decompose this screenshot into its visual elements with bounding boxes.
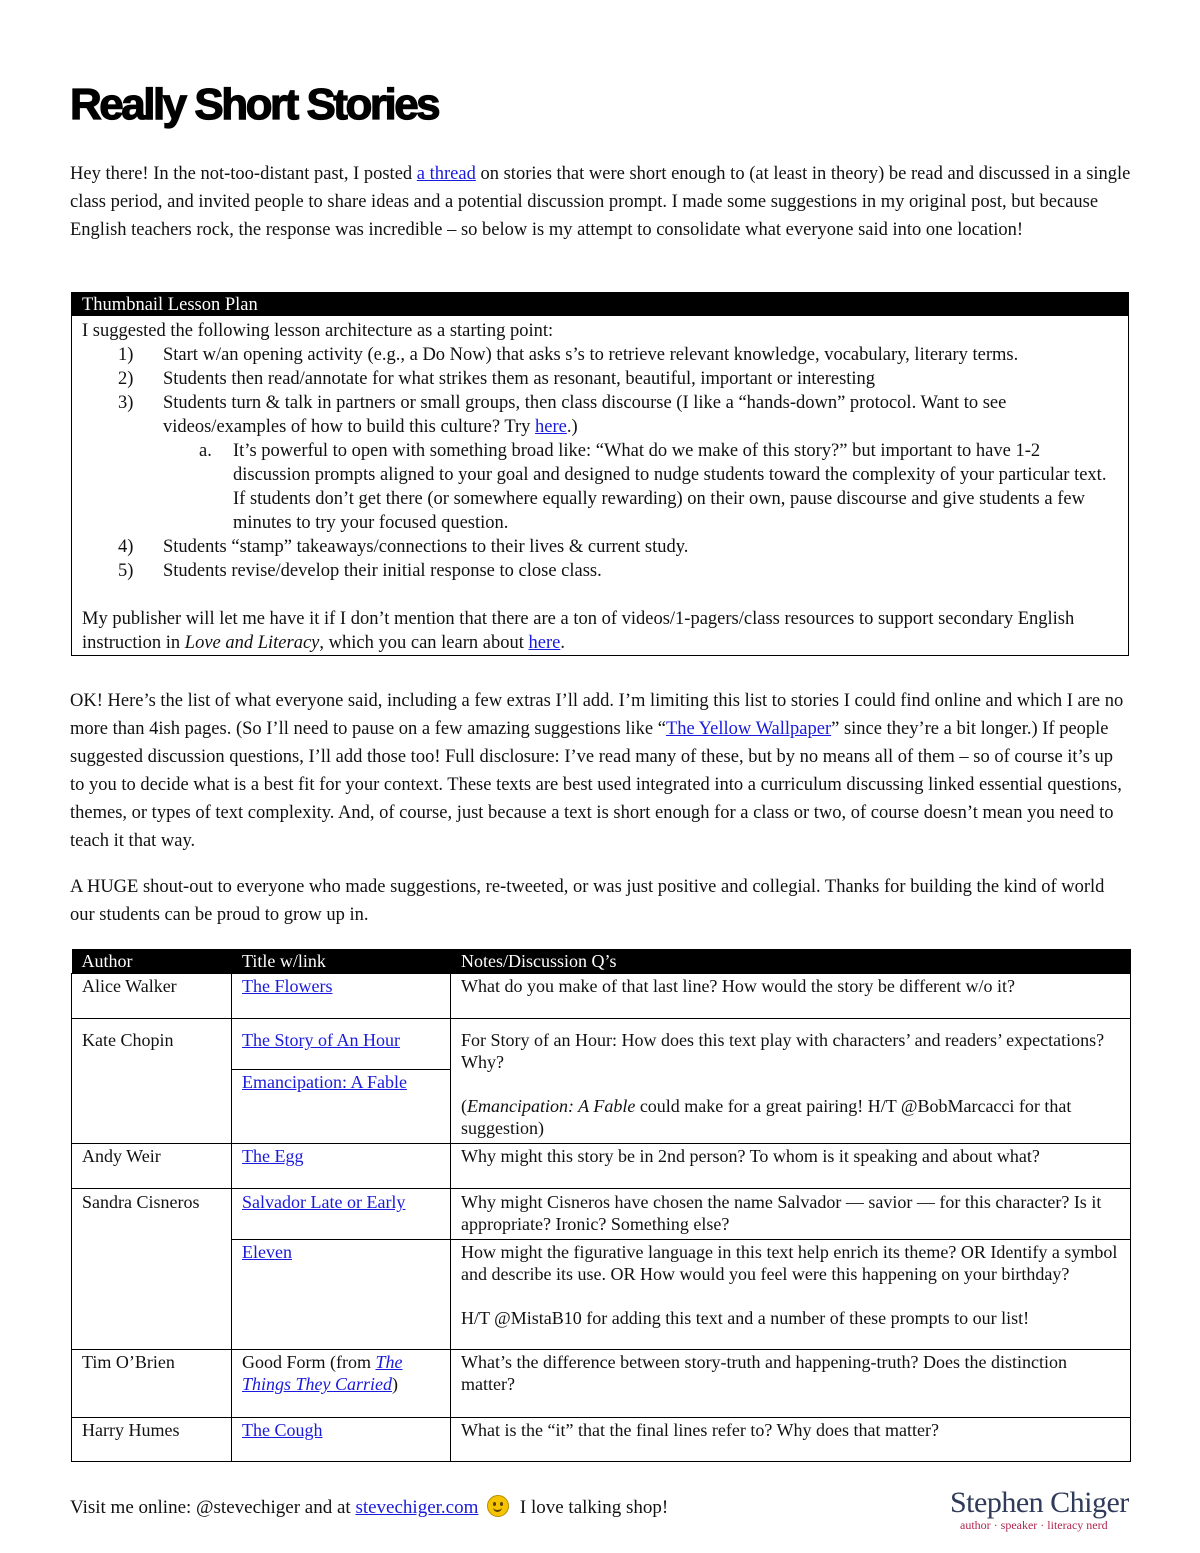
intro-paragraph: Hey there! In the not-too-distant past, I posted a thread on stories that were short enough to (at least in theory) be read and discussed in a single class period, and invited people to share ideas and a potential discussion prompt. I made some suggestions in my original post, but because English teachers rock, the response was incredible – so below is my attempt to consolidate what everyone said into one location! (70, 164, 1131, 240)
thread-link[interactable]: a thread (416, 164, 476, 184)
story-link[interactable]: The Story of An Hour (242, 1030, 400, 1050)
author-cell: Alice Walker (72, 974, 232, 1019)
logo-tagline: author · speaker · literacy nerd (960, 1518, 1108, 1532)
notes-cell: What’s the difference between story-truth and happening-truth? Does the distinction matter? (451, 1350, 1131, 1418)
story-link[interactable]: Salvador Late or Early (242, 1192, 406, 1212)
title-cell (232, 1069, 451, 1143)
table-row (72, 1418, 1131, 1462)
logo-name: Stephen Chiger (950, 1486, 1129, 1519)
author-cell: Tim O’Brien (72, 1350, 232, 1418)
footer: Visit me online: @stevechiger and at stevechiger.com I love talking shop! (70, 1497, 669, 1518)
author-cell: Kate Chopin (72, 1019, 232, 1144)
table-row (72, 1019, 1131, 1070)
lesson-step: 2) Students then read/annotate for what strikes them as resonant, beautiful, important or interesting (118, 369, 876, 389)
lesson-step: 1) Start w/an opening activity (e.g., a Do Now) that asks s’s to retrieve relevant knowledge, vocabulary, literary terms. (118, 345, 1019, 365)
lesson-step: 3) Students turn & talk in partners or small groups, then class discourse (I like a “hands-down” protocol. Want to see videos/examples of how to build this culture? Try here.) a. It’s powerful to open with something broad like: “What do we make of this story?” but important to have 1-2 discussion prompts aligned to your goal and designed to nudge students toward the complexity of your particular text. If students don’t get there (or somewhere equally rewarding) on their own, pause discourse and give students a few minutes to try your focused question. (82, 391, 1118, 535)
publisher-note: My publisher will let me have it if I don’t mention that there are a ton of videos/1-pagers/class resources to support secondary English instruction in Love and Literacy, which you can learn about here. (82, 609, 1075, 653)
notes-cell: Why might this story be in 2nd person? To whom is it speaking and about what? (451, 1144, 1131, 1189)
story-link[interactable]: Emancipation: A Fable (242, 1071, 407, 1092)
table-row (72, 1189, 1131, 1240)
title-cell (232, 1240, 451, 1350)
stories-table (71, 949, 1131, 1462)
lesson-step: 4) Students “stamp” takeaways/connections to their lives & current study. (118, 537, 689, 557)
story-link[interactable]: The Things They Carried (242, 1352, 403, 1394)
notes-cell: What is the “it” that the final lines refer to? Why does that matter? (451, 1418, 1131, 1462)
story-link[interactable]: The Egg (242, 1146, 304, 1166)
author-cell: Sandra Cisneros (72, 1189, 232, 1350)
table-row (72, 1350, 1131, 1418)
story-link[interactable]: Eleven (242, 1242, 292, 1262)
title-cell (232, 1418, 451, 1462)
title-cell: Good Form (from The Things They Carried) (232, 1350, 451, 1418)
title-cell (232, 974, 451, 1019)
notes-cell: What do you make of that last line? How would the story be different w/o it? (451, 974, 1131, 1019)
author-cell: Andy Weir (72, 1144, 232, 1189)
column-header: Author (72, 949, 232, 974)
table-row (72, 974, 1131, 1019)
lesson-steps (82, 343, 1118, 583)
author-cell: Harry Humes (72, 1418, 232, 1462)
shout-out-paragraph: A HUGE shout-out to everyone who made suggestions, re-tweeted, or was just positive and collegial. Thanks for building the kind of world our students can be proud to grow up in. (70, 877, 1105, 925)
lesson-plan-intro: I suggested the following lesson architecture as a starting point: (82, 321, 554, 341)
website-link[interactable]: stevechiger.com (355, 1497, 479, 1518)
table-header-row (72, 949, 1131, 974)
title-cell (232, 1189, 451, 1240)
page-title: Really Short Stories (70, 80, 439, 129)
lesson-plan-box (71, 292, 1129, 656)
notes-cell: Why might Cisneros have chosen the name Salvador — savior — for this character? Is it appropriate? Ironic? Something else? (451, 1189, 1131, 1240)
column-header: Title w/link (232, 949, 451, 974)
notes-cell: For Story of an Hour: How does this text play with characters’ and readers’ expectations? Why? (Emancipation: A Fable could make for a great pairing! H/T @BobMarcacci for that suggestion) (451, 1019, 1131, 1144)
smiley-face-icon (487, 1495, 509, 1517)
table-row (72, 1144, 1131, 1189)
title-cell (232, 1144, 451, 1189)
book-here-link[interactable]: here (528, 633, 561, 653)
videos-here-link[interactable]: here (535, 417, 567, 437)
story-link[interactable]: The Flowers (242, 976, 333, 996)
lesson-step: 5) Students revise/develop their initial response to close class. (118, 561, 602, 581)
lesson-substep: a. It’s powerful to open with something broad like: “What do we make of this story?” but important to have 1-2 discussion prompts aligned to your goal and designed to nudge students toward the complexity of your particular text. If students don’t get there (or somewhere equally rewarding) on their own, pause discourse and give students a few minutes to try your focused question. (199, 441, 1107, 533)
lesson-plan-header: Thumbnail Lesson Plan (72, 293, 1128, 316)
author-logo (950, 1488, 1140, 1532)
column-header: Notes/Discussion Q’s (451, 949, 1131, 974)
title-cell (232, 1019, 451, 1070)
notes-cell: How might the figurative language in this text help enrich its theme? OR Identify a symbol and describe its use. OR How would you feel were this happening on your birthday? H/T @MistaB10 for adding this text and a number of these prompts to our list! (451, 1240, 1131, 1350)
yellow-wallpaper-link[interactable]: The Yellow Wallpaper (665, 719, 832, 739)
list-intro-paragraph: OK! Here’s the list of what everyone said, including a few extras I’ll add. I’m limiting this list to stories I could find online and which I are no more than 4ish pages. (So I’ll need to pause on a few amazing suggestions like “The Yellow Wallpaper” since they’re a bit longer.) If people suggested discussion questions, I’ll add those too! Full disclosure: I’ve read many of these, but by no means all of them – so of course it’s up to you to decide what is a best fit for your context. These texts are best used integrated into a curriculum discussing linked essential questions, themes, or types of text complexity. And, of course, just because a text is short enough for a class or two, of course doesn’t mean you need to teach it that way. (70, 691, 1124, 851)
story-link[interactable]: The Cough (242, 1420, 323, 1440)
